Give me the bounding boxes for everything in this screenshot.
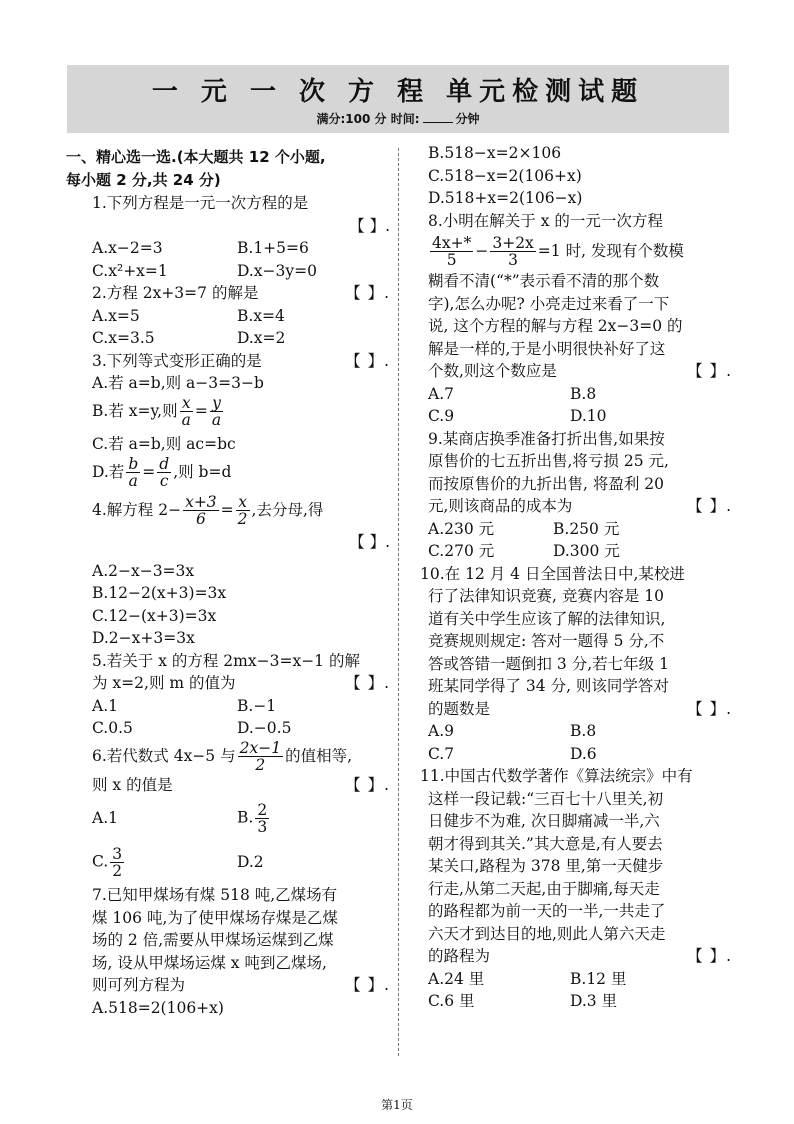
option-a: A.2−x−3=3x [92, 561, 195, 580]
option-d: D.300 元 [553, 542, 620, 560]
option-c: C.x=3.5 [92, 329, 155, 347]
answer-bracket: 【 】. [345, 284, 390, 302]
option-b: B. $\frac{2}{3}$ [237, 800, 268, 836]
question-1 [66, 192, 390, 237]
question-stem: 3.下列等式变形正确的是 [92, 351, 262, 370]
option-c: C.12−(x+3)=3x [92, 606, 217, 625]
option-a: A.1 [92, 696, 118, 715]
question-10: 10.在 12 月 4 日全国普法日中,某校进 行了法律知识竞赛, 竞赛内容是 10 道有关中学生应该了解的法律知识, 竞赛规则规定: 答对一题得 5 分,不 答或答错一题倒扣 3 分,若七年级 1 班某同学得了 34 分, 则该同学答对 的题数是 【 】. A.9 B.8 C.7 D.6 [420, 563, 732, 766]
option-d: D.2 [237, 852, 264, 871]
option-a: A.9 [428, 722, 454, 740]
option-d: D.若 $\frac{b}{a}$ = $\frac{d}{c}$ ,则 b=d [92, 454, 232, 490]
time-blank [423, 112, 453, 123]
option-b: B.250 元 [553, 519, 620, 538]
option-b: B.1+5=6 [237, 239, 309, 257]
option-a: A.518=2(106+x) [92, 998, 224, 1017]
question-stem: 5.若关于 x 的方程 2mx−3=x−1 的解 [92, 651, 360, 670]
question-11: 11.中国古代数学著作《算法统宗》中有 这样一段记载:“三百七十八里关,初 日健步不为难, 次日脚痛减一半,六 朝才得到其关.”其大意是,有人要去 某关口,路程为 378 里,第一天健步 行走,从第二天起,由于脚痛,每天走 的路程都为前一天的一半,一共走了 六天才到达目的地,则此人第六天走 的路程为 【 】. A.24 里 B.12 里 C.6 里 D.3 里 [420, 765, 732, 1013]
time-unit: 分钟 [455, 112, 480, 126]
score-time-line [67, 110, 729, 127]
fraction: $\frac{x}{2}$ [237, 492, 248, 528]
header-banner [67, 65, 729, 133]
fraction: $\frac{3}{2}$ [112, 844, 123, 880]
option-b: B.若 x=y,则 $\frac{x}{a}$ = $\frac{y}{a}$ [92, 394, 222, 429]
option-b: B.518−x=2×106 [428, 144, 562, 162]
question-stem: 2.方程 2x+3=7 的解是 [92, 284, 259, 302]
right-column [420, 142, 732, 1013]
option-d: D.6 [570, 744, 597, 763]
answer-bracket: 【 】. [345, 775, 390, 794]
option-c: C.x²+x=1 [92, 261, 168, 280]
answer-bracket: 【 】. [687, 362, 732, 380]
option-b: B.12−2(x+3)=3x [92, 584, 227, 602]
fraction: $\frac{2}{3}$ [257, 800, 268, 836]
option-c: C. $\frac{3}{2}$ [92, 844, 123, 880]
fraction: $\frac{d}{c}$ [159, 454, 170, 490]
option-d: D.518+x=2(106−x) [428, 189, 583, 207]
option-b: B.12 里 [570, 969, 627, 988]
section-heading: 一、精心选一选.(本大题共 12 个小题, 每小题 2 分,共 24 分) [66, 148, 326, 189]
option-c: C.270 元 [428, 542, 495, 560]
question-4 [66, 493, 390, 650]
option-c: C.0.5 [92, 719, 133, 737]
question-stem: 1.下列方程是一元一次方程的是 [92, 194, 309, 212]
fraction: $\frac{2x-1}{2}$ [239, 739, 282, 774]
question-8: 8.小明在解关于 x 的一元一次方程 $\frac{4x+*}{5}$ − $\frac{3+2x}{3}$ =1 时, 发现有个数模 糊看不清(“*”表示看不清的那个数 字),怎么办呢? 小亮走过来看了一下 说, 这个方程的解与方程 2x−3=0 的 解是一样的,于是小明很快补好了这 个数,则这个数应是 【 】. A.7 B.8 C.9 D.10 [428, 210, 732, 428]
page-number: 第1页 [381, 1098, 413, 1112]
option-a: A.24 里 [428, 969, 485, 988]
option-a: A.若 a=b,则 a−3=3−b [92, 374, 264, 392]
option-d: D.10 [570, 407, 607, 425]
option-b: B.8 [570, 384, 597, 403]
option-a: A.1 [92, 808, 118, 827]
option-d: D.x−3y=0 [237, 261, 317, 280]
option-d: D.3 里 [570, 992, 618, 1010]
option-c: C.6 里 [428, 992, 475, 1010]
fraction: $\frac{4x+*}{5}$ [432, 233, 472, 269]
fraction: $\frac{b}{a}$ [128, 454, 139, 490]
fraction: $\frac{x+3}{6}$ [185, 492, 217, 528]
fraction: $\frac{3+2x}{3}$ [492, 233, 534, 269]
question-6: 6.若代数式 4x−5 与 $\frac{2x-1}{2}$ 的值相等, 则 x 的值是 【 】. A.1 B. $\frac{2}{3}$ C. $\frac{3}{2}$ D.2 [92, 739, 390, 880]
left-column [66, 146, 390, 1019]
answer-bracket: 【 】. [345, 351, 390, 370]
option-a: A.230 元 [428, 519, 495, 538]
option-d: D.x=2 [237, 329, 286, 347]
answer-bracket: 【 】. [345, 976, 390, 994]
option-b: B.x=4 [237, 306, 285, 325]
option-a: A.x=5 [92, 306, 140, 325]
option-d: D.2−x+3=3x [92, 629, 195, 647]
fraction: $\frac{x}{a}$ [181, 394, 191, 429]
answer-bracket: 【 】. [687, 947, 732, 965]
column-divider [398, 148, 399, 1056]
option-a: A.x−2=3 [92, 239, 163, 257]
answer-bracket: 【 】. [687, 497, 732, 515]
page-title: 一 元 一 次 方 程 单元检测试题 [151, 77, 645, 107]
option-b: B.−1 [237, 696, 277, 715]
question-7: 7.已知甲煤场有煤 518 吨,乙煤场有 煤 106 吨,为了使甲煤场存煤是乙煤 场的 2 倍,需要从甲煤场运煤到乙煤 场, 设从甲煤场运煤 x 吨到乙煤场, 则可列方程为 【 】. A.518=2(106+x) [66, 884, 390, 1019]
options-q1 [66, 237, 390, 282]
option-c: C.9 [428, 407, 455, 425]
question-2 [66, 282, 390, 350]
question-stem: 6.若代数式 4x−5 与 $\frac{2x-1}{2}$ 的值相等, [92, 739, 352, 774]
option-c: C.518−x=2(106+x) [428, 166, 582, 185]
option-b: B.8 [570, 722, 597, 740]
option-c: C.若 a=b,则 ac=bc [92, 434, 236, 453]
answer-bracket: 【 】. [687, 699, 732, 718]
question-3 [66, 350, 390, 490]
question-9: 9.某商店换季准备打折出售,如果按 原售价的七五折出售,将亏损 25 元, 而按原售价的九折出售, 将盈利 20 元,则该商品的成本为 【 】. A.230 元 B.250 元 C.270 元 D.300 元 [428, 428, 732, 563]
question-5: 5.若关于 x 的方程 2mx−3=x−1 的解 为 x=2,则 m 的值为 【 】. A.1 B.−1 C.0.5 D.−0.5 [66, 650, 390, 740]
answer-bracket: 【 】. [345, 674, 390, 692]
option-d: D.−0.5 [237, 719, 292, 737]
answer-bracket: 【 】. [349, 216, 390, 235]
option-c: C.7 [428, 744, 455, 763]
option-a: A.7 [428, 384, 454, 403]
fraction: $\frac{y}{a}$ [211, 394, 222, 429]
answer-bracket: 【 】. [349, 533, 390, 551]
score-label: 满分:100 分 时间: [316, 112, 420, 126]
question-stem: 4.解方程 2− $\frac{x+3}{6}$ = $\frac{x}{2}$ ,去分母,得 [92, 492, 324, 528]
